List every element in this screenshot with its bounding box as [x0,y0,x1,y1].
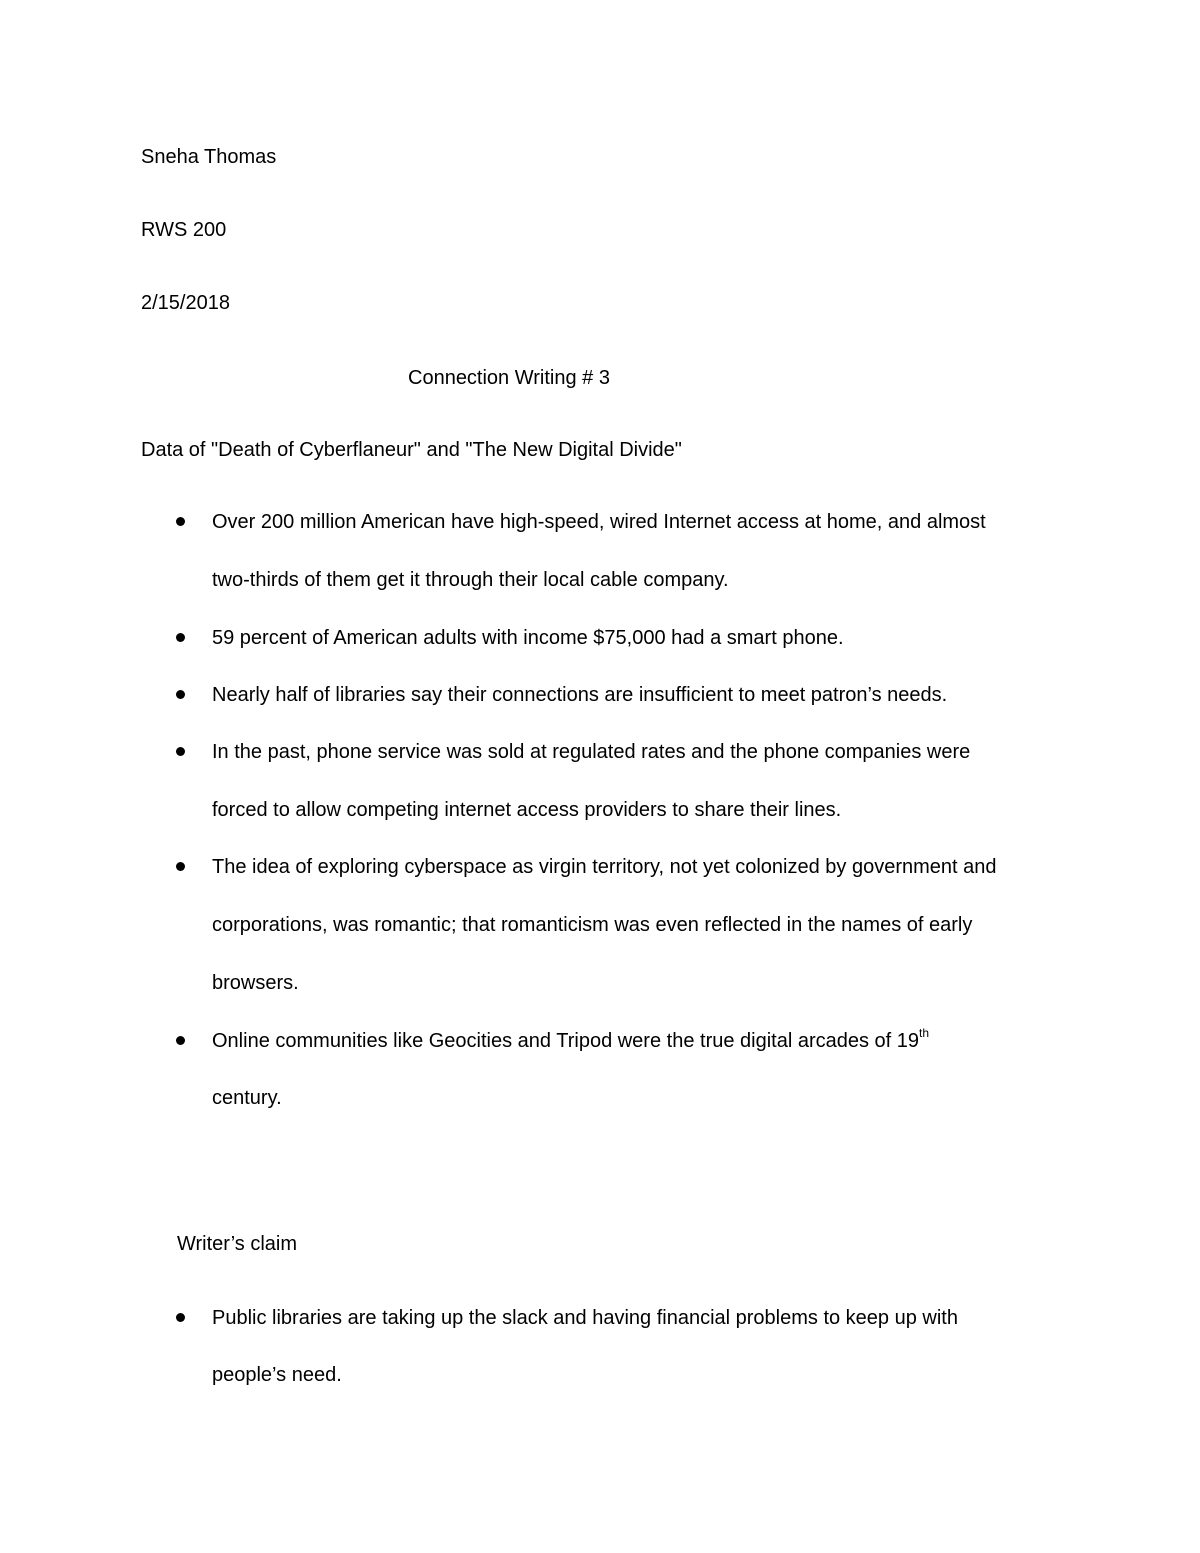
data-item-5-line-1: The idea of exploring cyberspace as virgin territory, not yet colonized by government and [212,856,997,878]
bullet-icon [176,633,185,642]
claim-item-1-line-2: people’s need. [212,1364,342,1386]
data-item-2-line-1: 59 percent of American adults with income $75,000 had a smart phone. [212,627,844,649]
data-heading: Data of "Death of Cyberflaneur" and "The New Digital Divide" [141,439,682,461]
data-item-1-line-1: Over 200 million American have high-speed, wired Internet access at home, and almost [212,511,986,533]
bullet-icon [176,862,185,871]
course-code: RWS 200 [141,219,227,241]
data-item-5-line-3: browsers. [212,972,299,994]
data-item-3-line-1: Nearly half of libraries say their connections are insufficient to meet patron’s needs. [212,684,948,706]
data-item-1-line-2: two-thirds of them get it through their local cable company. [212,569,729,591]
bullet-icon [176,747,185,756]
data-item-6-line-1-text: Online communities like Geocities and Tripod were the true digital arcades of 19 [212,1030,920,1052]
data-item-4-line-1: In the past, phone service was sold at regulated rates and the phone companies were [212,741,971,763]
claim-heading: Writer’s claim [177,1233,298,1255]
data-item-6-line-2: century. [212,1087,282,1109]
author-name: Sneha Thomas [141,146,277,168]
ordinal-suffix: th [919,1026,930,1041]
data-item-4-line-2: forced to allow competing internet access providers to share their lines. [212,799,842,821]
bullet-icon [176,1036,185,1045]
document-title: Connection Writing # 3 [408,367,610,389]
data-item-5-line-2: corporations, was romantic; that romanticism was even reflected in the names of early [212,914,973,936]
claim-item-1-line-1: Public libraries are taking up the slack and having financial problems to keep up with [212,1307,958,1329]
bullet-icon [176,1313,185,1322]
document-date: 2/15/2018 [141,292,230,314]
data-item-6-line-1 [212,1026,930,1053]
bullet-icon [176,517,185,526]
bullet-icon [176,690,185,699]
